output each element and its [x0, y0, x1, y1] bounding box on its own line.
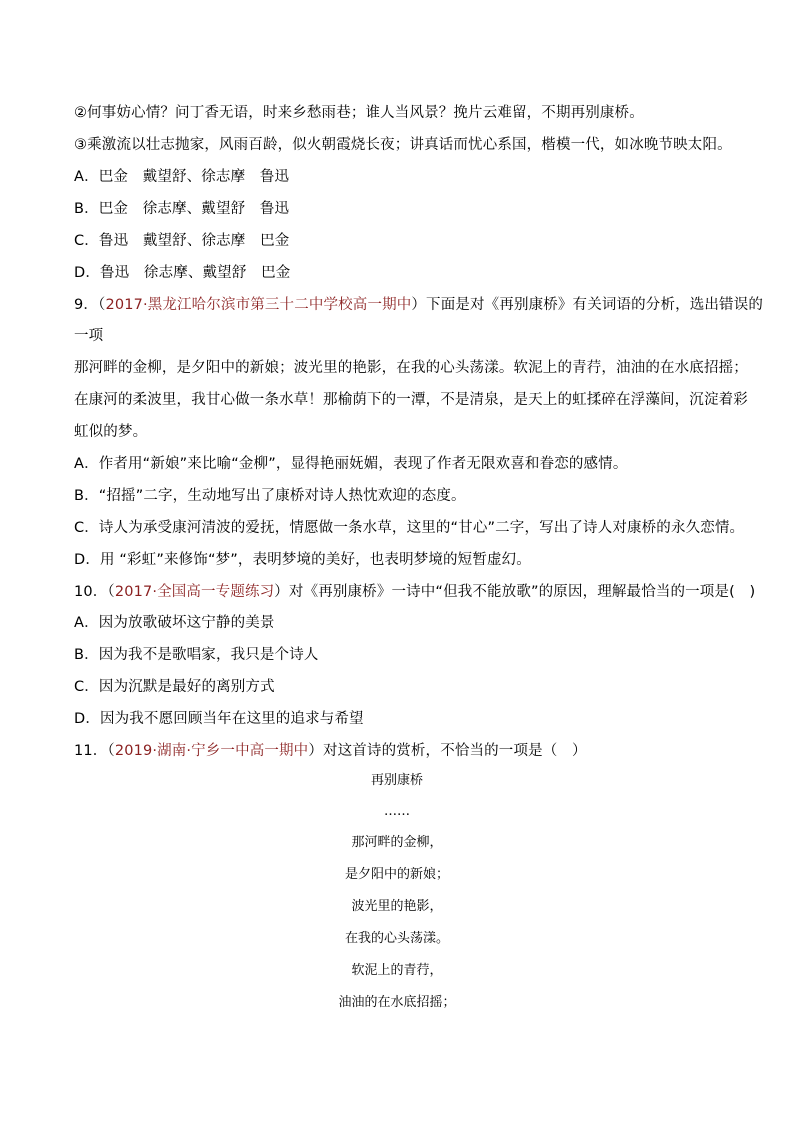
- question-9-option-c: C．诗人为承受康河清波的爱抚，情愿做一条水草，这里的“甘心”二字，写出了诗人对康桥的永久恋情。: [74, 520, 745, 536]
- question-8-option-c: C．鲁迅 戴望舒、徐志摩 巴金: [74, 233, 290, 249]
- question-10-option-b: B．因为我不是歌唱家，我只是个诗人: [74, 647, 319, 663]
- question-8-option-d: D．鲁迅 徐志摩、戴望舒 巴金: [74, 265, 291, 281]
- question-source: 2019·湖南·宁乡一中高一期中: [114, 743, 309, 759]
- question-10-option-d: D．因为我不愿回顾当年在这里的追求与希望: [74, 711, 364, 727]
- question-number: 9．: [74, 297, 99, 313]
- poem-ellipsis: ……: [384, 804, 410, 819]
- poem-line-2: 是夕阳中的新娘；: [344, 867, 449, 882]
- poem-line-5: 软泥上的青荇，: [351, 963, 443, 978]
- question-text: ）对这首诗的赏析，不恰当的一项是（ ）: [308, 743, 587, 759]
- question-8-option-a: A．巴金 戴望舒、徐志摩 鲁迅: [74, 169, 290, 185]
- question-text: ）对《再别康桥》一诗中“但我不能放歌”的原因，理解最恰当的一项是( ): [274, 584, 756, 600]
- question-11-stem: [74, 741, 587, 761]
- poem-line-6: 油油的在水底招摇；: [338, 995, 456, 1010]
- question-9-option-b: B．“招摇”二字，生动地写出了康桥对诗人热忱欢迎的态度。: [74, 488, 466, 504]
- source-open: （: [107, 584, 115, 600]
- question-10-stem: [74, 582, 755, 602]
- question-8-item-3: ③乘激流以壮志抛家，风雨百龄，似火朝霞烧长夜；讲真话而忧心系国，楷模一代，如冰晚节映太阳。: [74, 137, 732, 153]
- poem-line-1: 那河畔的金柳，: [351, 835, 443, 850]
- question-10-option-c: C．因为沉默是最好的离别方式: [74, 679, 275, 695]
- question-9-passage-line-2: 在康河的柔波里，我甘心做一条水草！那榆荫下的一潭，不是清泉，是天上的虹揉碎在浮藻间，沉淀着彩: [74, 392, 748, 408]
- question-text: ）下面是对《再别康桥》有关词语的分析，选出错误的: [411, 297, 764, 313]
- poem-title: 再别康桥: [370, 773, 423, 788]
- question-9-stem-continued: 一项: [74, 328, 104, 344]
- question-number: 11．: [74, 743, 108, 759]
- source-open: （: [98, 297, 106, 313]
- question-8-item-2: ②何事妨心情？问丁香无语，时来乡愁雨巷；谁人当风景？挽片云难留，不期再别康桥。: [74, 105, 644, 121]
- question-source: 2017·全国高一专题练习: [114, 584, 275, 600]
- question-9-stem: [74, 295, 763, 315]
- question-9-option-a: A．作者用“新娘”来比喻“金柳”，显得艳丽妩媚，表现了作者无限欢喜和眷恋的感情。: [74, 456, 628, 472]
- question-8-option-b: B．巴金 徐志摩、戴望舒 鲁迅: [74, 201, 290, 217]
- question-number: 10．: [74, 584, 108, 600]
- question-9-passage-line-3: 虹似的梦。: [74, 424, 148, 440]
- source-open: （: [107, 743, 115, 759]
- poem-line-3: 波光里的艳影，: [351, 899, 443, 914]
- question-9-option-d: D．用 “彩虹”来修饰“梦”，表明梦境的美好，也表明梦境的短暂虚幻。: [74, 552, 531, 568]
- poem-line-4: 在我的心头荡漾。: [344, 931, 449, 946]
- question-source: 2017·黑龙江哈尔滨市第三十二中学校高一期中: [105, 297, 412, 313]
- question-9-passage-line-1: 那河畔的金柳，是夕阳中的新娘；波光里的艳影，在我的心头荡漾。软泥上的青荇，油油的在水底招摇；: [74, 360, 748, 376]
- question-10-option-a: A．因为放歌破坏这宁静的美景: [74, 615, 275, 631]
